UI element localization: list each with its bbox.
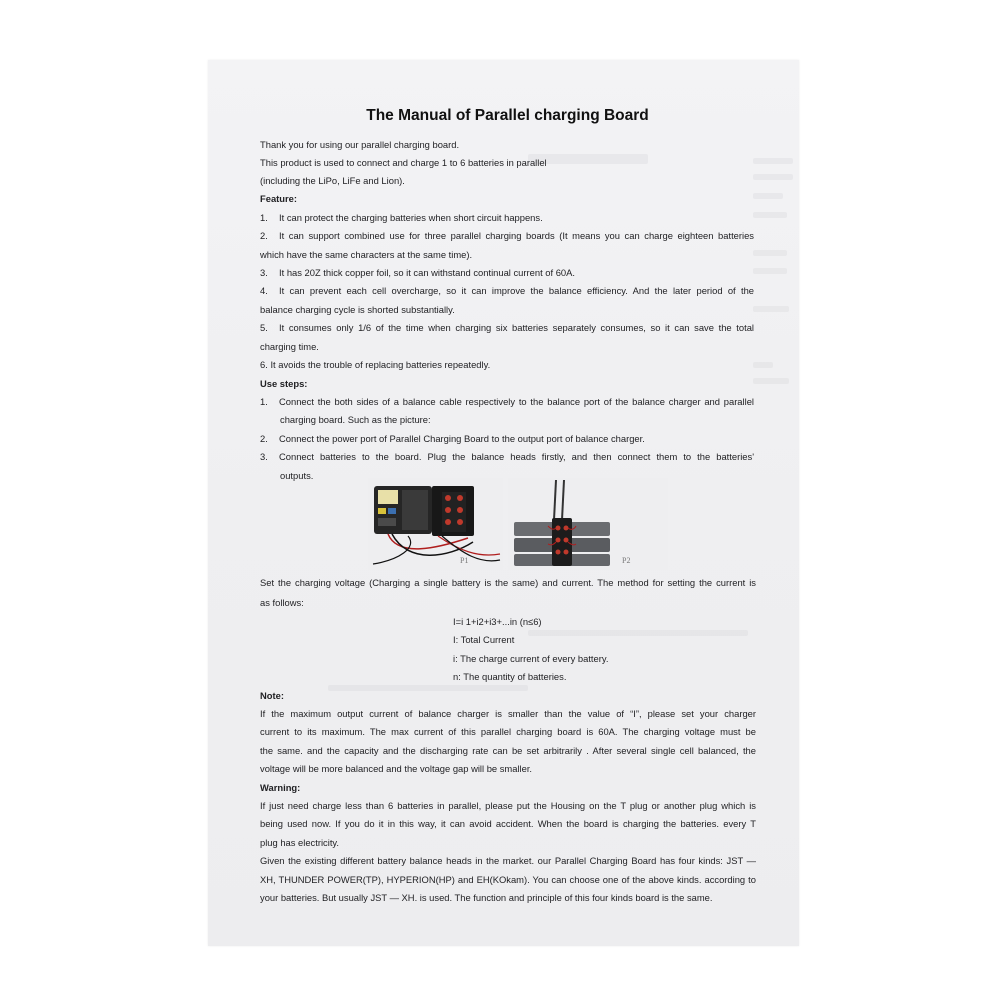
warning-text: XH, THUNDER POWER(TP), HYPERION(HP) and EH(KOkam). You can choose one of the above kinds. according to [260, 874, 756, 885]
voltage-text: Set the charging voltage (Charging a single battery is the same) and current. The method for setting the current is [260, 577, 756, 588]
bleed-through [753, 268, 787, 274]
bleed-through [753, 193, 783, 199]
feature-heading: Feature: [260, 193, 297, 204]
bleed-through [753, 174, 793, 180]
item-text: Connect the power port of Parallel Charging Board to the output port of balance charger. [279, 433, 645, 444]
item-number: 3. [260, 267, 268, 278]
intro-line: This product is used to connect and charge 1 to 6 batteries in parallel [260, 157, 547, 168]
warning-text: being used now. If you do it in this way, it can avoid accident. When the board is charging the batteries. every T [260, 818, 756, 829]
step-item-continued: outputs. [280, 470, 314, 481]
item-text: It can support combined use for three parallel charging boards (It means you can charge eighteen batteries [279, 230, 754, 241]
bleed-through [753, 306, 789, 312]
formula-line: n: The quantity of batteries. [453, 671, 567, 682]
item-number: 2. [260, 230, 268, 241]
bleed-through [753, 362, 773, 368]
feature-item [260, 264, 575, 282]
warning-heading: Warning: [260, 782, 301, 793]
figure-label-p2: P2 [622, 556, 631, 565]
item-text: It can protect the charging batteries when short circuit happens. [279, 212, 543, 223]
item-text: Connect the both sides of a balance cable respectively to the balance port of the balance charger and parallel [279, 396, 754, 407]
bleed-through [753, 378, 789, 384]
item-number: 4. [260, 285, 268, 296]
feature-item [260, 356, 490, 374]
note-heading: Note: [260, 690, 284, 701]
item-number: 3. [260, 451, 268, 462]
feature-item-continued: charging time. [260, 341, 319, 352]
note-text: current to its maximum. The max current of this parallel charging board is 60A. The charging voltage must be [260, 726, 756, 737]
figure-p1-photo [368, 478, 503, 570]
page-title: The Manual of Parallel charging Board [366, 107, 649, 124]
voltage-text: as follows: [260, 597, 304, 608]
note-text: the same. and the capacity and the discharging rate can be set arbitrarily . After several single cell balanced, the [260, 745, 756, 756]
feature-item [260, 282, 754, 300]
step-item-continued: charging board. Such as the picture: [280, 414, 431, 425]
charger-and-board-image [368, 478, 503, 570]
warning-text: If just need charge less than 6 batteries in parallel, please put the Housing on the T plug or another plug which is [260, 800, 756, 811]
item-number: 2. [260, 433, 268, 444]
note-text: voltage will be more balanced and the voltage gap will be smaller. [260, 763, 533, 774]
figure-label-p1: P1 [460, 556, 469, 565]
bleed-through [753, 250, 787, 256]
intro-line: Thank you for using our parallel charging board. [260, 139, 460, 150]
warning-text: your batteries. But usually JST — XH. is used. The function and principle of this four kinds board is the same. [260, 892, 713, 903]
formula-line: i: The charge current of every battery. [453, 653, 609, 664]
warning-text: Given the existing different battery balance heads in the market. our Parallel Charging Board has four kinds: JST — [260, 855, 756, 866]
feature-item [260, 319, 754, 337]
item-text: It can prevent each cell overcharge, so it can improve the balance efficiency. And the later period of the [279, 285, 754, 296]
figure-p2-photo [508, 478, 668, 570]
manual-sheet [208, 60, 799, 946]
item-text: Connect batteries to the board. Plug the balance heads firstly, and then connect them to the batteries' [279, 451, 754, 462]
item-number: 1. [260, 396, 268, 407]
step-item [260, 448, 754, 466]
step-item [260, 393, 754, 411]
formula-line: I=i 1+i2+i3+...in (n≤6) [453, 616, 542, 627]
board-with-batteries-image [508, 478, 668, 570]
feature-item [260, 209, 543, 227]
item-text: It avoids the trouble of replacing batteries repeatedly. [270, 359, 491, 370]
bleed-through [528, 630, 748, 636]
item-number: 1. [260, 212, 268, 223]
step-item [260, 430, 645, 448]
bleed-through [753, 212, 787, 218]
feature-item-continued: which have the same characters at the same time). [260, 249, 473, 260]
intro-line: (including the LiPo, LiFe and Lion). [260, 175, 405, 186]
formula-line: I: Total Current [453, 634, 515, 645]
item-number: 6. [260, 359, 268, 370]
item-number: 5. [260, 322, 268, 333]
item-text: It has 20Z thick copper foil, so it can withstand continual current of 60A. [279, 267, 575, 278]
feature-item-continued: balance charging cycle is shorted substantially. [260, 304, 455, 315]
bleed-through [753, 158, 793, 164]
warning-text: plug has electricity. [260, 837, 340, 848]
feature-item [260, 227, 754, 245]
item-text: It consumes only 1/6 of the time when charging six batteries separately consumes, so it can save the total [279, 322, 754, 333]
use-steps-heading: Use steps: [260, 378, 308, 389]
note-text: If the maximum output current of balance charger is smaller than the value of “I”, please set your charger [260, 708, 756, 719]
